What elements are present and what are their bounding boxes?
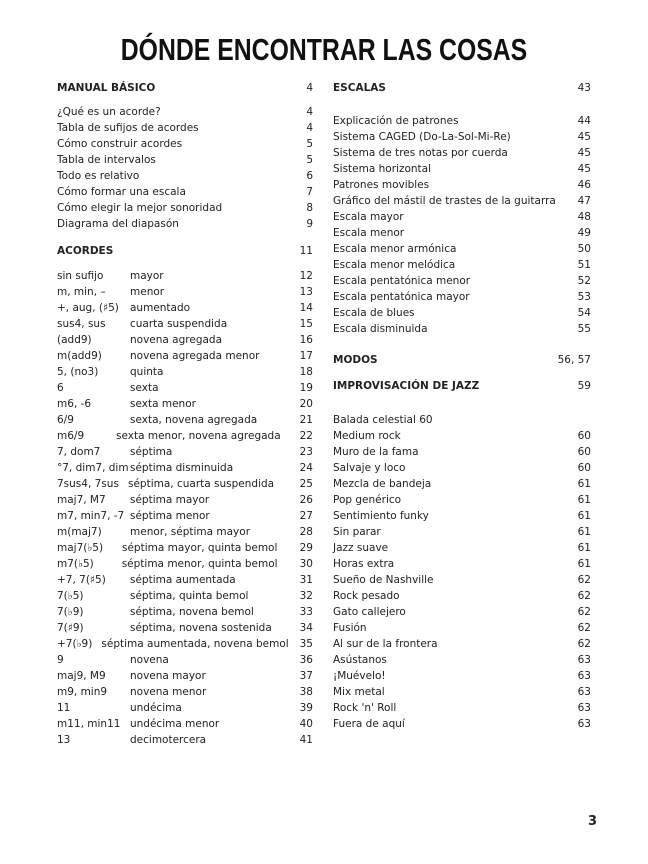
entry-page: 60 (577, 462, 591, 474)
entry-page: 17 (299, 350, 313, 362)
entry-label: Medium rock (333, 430, 401, 442)
chord-symbol: (add9) (57, 334, 92, 346)
toc-entry (333, 684, 591, 700)
entry-page: 6 (306, 170, 313, 182)
entry-label: Sistema de tres notas por cuerda (333, 147, 508, 159)
chord-symbol: m6, -6 (57, 398, 92, 410)
toc-entry (57, 380, 313, 396)
entry-label: undécima (130, 702, 182, 714)
entry-page: 41 (299, 734, 313, 746)
chord-symbol: 6/9 (57, 414, 74, 426)
entry-page: 35 (299, 638, 313, 650)
toc-entry (57, 168, 313, 184)
entry-page: 50 (577, 243, 591, 255)
entry-label: novena agregada menor (130, 350, 260, 362)
entry-label: Escala disminuida (333, 323, 428, 335)
chord-symbol: +, aug, (♯5) (57, 302, 119, 314)
toc-entry (333, 257, 591, 273)
entry-page: 31 (299, 574, 313, 586)
entry-label: Pop genérico (333, 494, 402, 506)
entry-page: 14 (299, 302, 313, 314)
entry-label: novena mayor (130, 670, 206, 682)
entry-label: séptima menor (130, 510, 210, 522)
toc-entry (333, 428, 591, 444)
toc-entry (57, 200, 313, 216)
toc-entry (333, 177, 591, 193)
entry-label: séptima mayor (130, 494, 210, 506)
toc-entry (333, 588, 591, 604)
chord-symbol: +7(♭9) (57, 638, 93, 650)
entry-label: séptima mayor, quinta bemol (121, 542, 278, 554)
toc-entry (57, 364, 313, 380)
entry-label: Mix metal (333, 686, 385, 698)
section-heading-page: 11 (299, 245, 313, 257)
entry-page: 46 (577, 179, 591, 191)
entry-page: 61 (577, 558, 591, 570)
toc-entry (57, 732, 313, 748)
entry-label: Explicación de patrones (333, 115, 459, 127)
section-heading-page: 4 (306, 82, 313, 94)
entry-page: 61 (577, 478, 591, 490)
toc-entry (57, 572, 313, 588)
toc-entry (333, 476, 591, 492)
toc-entry (57, 284, 313, 300)
entry-page: 63 (577, 686, 591, 698)
entry-page: 5 (306, 154, 313, 166)
entry-label: Sistema horizontal (333, 163, 432, 175)
entry-label: Escala de blues (333, 307, 415, 319)
toc-entry (57, 508, 313, 524)
entry-label: Escala pentatónica menor (333, 275, 471, 287)
entry-page: 24 (299, 462, 313, 474)
entry-label: novena menor (130, 686, 207, 698)
toc-entry (57, 332, 313, 348)
entry-label: Escala menor melódica (333, 259, 456, 271)
entry-label: Sueño de Nashville (333, 574, 434, 586)
chord-symbol: maj9, M9 (57, 670, 106, 682)
entry-label: decimotercera (130, 734, 207, 746)
entry-page: 62 (577, 638, 591, 650)
entry-label: Cómo elegir la mejor sonoridad (57, 202, 223, 214)
toc-entry (57, 636, 313, 652)
chord-symbol: m6/9 (57, 430, 85, 442)
entry-page: 60 (577, 446, 591, 458)
entry-page: 38 (299, 686, 313, 698)
entry-page: 27 (299, 510, 313, 522)
toc-entry (333, 524, 591, 540)
entry-label: Gato callejero (333, 606, 406, 618)
entry-page: 62 (577, 574, 591, 586)
entry-label: Tabla de sufijos de acordes (57, 122, 199, 134)
entry-page: 51 (577, 259, 591, 271)
entry-page: 61 (577, 494, 591, 506)
entry-page: 62 (577, 606, 591, 618)
toc-entry (57, 444, 313, 460)
entry-page: 61 (577, 526, 591, 538)
chord-symbol: sus4, sus (57, 318, 106, 330)
entry-page: 63 (577, 670, 591, 682)
toc-entry (333, 572, 591, 588)
entry-page: 34 (299, 622, 313, 634)
toc-entry (57, 268, 313, 284)
entry-label: Jazz suave (333, 542, 389, 554)
toc-entry (57, 136, 313, 152)
entry-page: 45 (577, 147, 591, 159)
entry-label: Rock pesado (333, 590, 400, 602)
toc-entry (333, 113, 591, 129)
entry-label: séptima menor, quinta bemol (121, 558, 278, 570)
chord-symbol: 7(♭9) (57, 606, 84, 618)
entry-label: sexta (130, 382, 159, 394)
toc-entry (333, 273, 591, 289)
toc-entry (57, 588, 313, 604)
entry-page: 61 (577, 510, 591, 522)
entry-label: Muro de la fama (333, 446, 419, 458)
entry-page: 30 (299, 558, 313, 570)
entry-label: mayor (130, 270, 164, 282)
entry-label: Escala menor (333, 227, 405, 239)
section-heading-page: 56, 57 (557, 354, 591, 366)
toc-entry (57, 604, 313, 620)
entry-page: 21 (299, 414, 313, 426)
toc-entry (333, 209, 591, 225)
chord-symbol: 13 (57, 734, 71, 746)
entry-page: 55 (577, 323, 591, 335)
toc-entry (333, 492, 591, 508)
chord-symbol: 7, dom7 (57, 446, 101, 458)
entry-page: 20 (299, 398, 313, 410)
entry-label: Escala menor armónica (333, 243, 457, 255)
chord-symbol: m, min, – (57, 286, 106, 298)
toc-entry (57, 428, 313, 444)
entry-label: menor, séptima mayor (130, 526, 251, 538)
entry-page: 62 (577, 590, 591, 602)
toc-entry (57, 716, 313, 732)
chord-symbol: m7, min7, -7 (57, 510, 125, 522)
entry-label: menor (130, 286, 165, 298)
entry-page: 22 (299, 430, 313, 442)
entry-label: Balada celestial 60 (333, 414, 433, 426)
entry-page: 40 (299, 718, 313, 730)
entry-label: Horas extra (333, 558, 395, 570)
entry-page: 39 (299, 702, 313, 714)
chord-symbol: m(maj7) (57, 526, 102, 538)
entry-label: séptima, cuarta suspendida (128, 478, 275, 490)
chord-symbol: maj7, M7 (57, 494, 106, 506)
toc-entry (333, 652, 591, 668)
entry-page: 60 (577, 430, 591, 442)
entry-page (551, 412, 591, 428)
chord-symbol: 6 (57, 382, 64, 394)
entry-page: 4 (306, 122, 313, 134)
entry-page: 48 (577, 211, 591, 223)
chord-symbol: 11 (57, 702, 71, 714)
entry-page: 44 (577, 115, 591, 127)
entry-label: Tabla de intervalos (57, 154, 156, 166)
toc-entry (333, 604, 591, 620)
entry-page: 53 (577, 291, 591, 303)
entry-label: Salvaje y loco (333, 462, 406, 474)
toc-entry (57, 540, 313, 556)
section-heading-acordes (57, 245, 313, 257)
section-heading-manual (57, 82, 313, 94)
entry-label: séptima aumentada (130, 574, 236, 586)
toc-entry (57, 412, 313, 428)
toc-entry (333, 305, 591, 321)
toc-entry (57, 152, 313, 168)
entry-page: 15 (299, 318, 313, 330)
entry-label: Cómo construir acordes (57, 138, 183, 150)
entry-label: aumentado (130, 302, 191, 314)
section-heading-modos (333, 354, 591, 366)
section-heading-page: 43 (577, 82, 591, 94)
section-heading-label: MANUAL BÁSICO (57, 82, 156, 94)
chord-symbol: m11, min11 (57, 718, 121, 730)
entry-label: Patrones movibles (333, 179, 430, 191)
entry-page: 63 (577, 718, 591, 730)
entry-page: 25 (299, 478, 313, 490)
entry-label: Mezcla de bandeja (333, 478, 432, 490)
section-heading-label: IMPROVISACIÓN DE JAZZ (333, 380, 480, 392)
chord-symbol: 7sus4, 7sus (57, 478, 119, 490)
entry-label: Escala pentatónica mayor (333, 291, 470, 303)
toc-entry (57, 652, 313, 668)
toc-entry (57, 348, 313, 364)
entry-label: sexta menor (130, 398, 196, 410)
toc-entry (333, 129, 591, 145)
entry-label: Sentimiento funky (333, 510, 429, 522)
entry-label: séptima (130, 446, 173, 458)
toc-entry (57, 104, 313, 120)
entry-label: Al sur de la frontera (333, 638, 438, 650)
entry-label: Rock 'n' Roll (333, 702, 397, 714)
entry-page: 32 (299, 590, 313, 602)
entry-page: 23 (299, 446, 313, 458)
entry-page: 45 (577, 163, 591, 175)
toc-entry (57, 684, 313, 700)
entry-page: 12 (299, 270, 313, 282)
entry-label: Sistema CAGED (Do-La-Sol-Mi-Re) (333, 131, 511, 143)
toc-entry (57, 120, 313, 136)
section-heading-label: ACORDES (57, 245, 114, 257)
entry-label: Gráfico del mástil de trastes de la guitarra (333, 195, 556, 207)
entry-label: Cómo formar una escala (57, 186, 186, 198)
toc-entry (57, 316, 313, 332)
section-heading-escalas (333, 82, 591, 94)
entry-label: Fusión (333, 622, 367, 634)
toc-entry (333, 540, 591, 556)
entry-page: 49 (577, 227, 591, 239)
entry-page: 36 (299, 654, 313, 666)
entry-label: Escala mayor (333, 211, 404, 223)
toc-entry (333, 241, 591, 257)
toc-entry (57, 700, 313, 716)
entry-page: 7 (306, 186, 313, 198)
toc-entry (333, 716, 591, 732)
toc-entry (333, 700, 591, 716)
toc-entry (57, 300, 313, 316)
entry-page: 37 (299, 670, 313, 682)
entry-label: séptima aumentada, novena bemol (101, 638, 289, 650)
entry-label: Todo es relativo (57, 170, 140, 182)
entry-page: 28 (299, 526, 313, 538)
entry-label: Diagrama del diapasón (57, 218, 179, 230)
toc-entry (57, 460, 313, 476)
entry-page: 5 (306, 138, 313, 150)
toc-entry (333, 193, 591, 209)
toc-entry (333, 460, 591, 476)
entry-label: cuarta suspendida (130, 318, 228, 330)
entry-page: 16 (299, 334, 313, 346)
chord-symbol: 5, (no3) (57, 366, 99, 378)
entry-label: séptima, novena bemol (130, 606, 254, 618)
toc-entry (333, 225, 591, 241)
chord-symbol: 7(♭5) (57, 590, 84, 602)
entry-label: ¡Muévelo! (333, 670, 386, 682)
entry-label: sexta menor, novena agregada (116, 430, 281, 442)
entry-label: novena agregada (130, 334, 223, 346)
entry-page: 26 (299, 494, 313, 506)
entry-page: 8 (306, 202, 313, 214)
chord-symbol: 7(♯9) (57, 622, 84, 634)
entry-page: 19 (299, 382, 313, 394)
section-heading-jazz (333, 380, 591, 392)
entry-label: séptima, quinta bemol (130, 590, 249, 602)
chord-symbol: m9, min9 (57, 686, 108, 698)
chord-symbol: m(add9) (57, 350, 102, 362)
chord-symbol: °7, dim7, dim (57, 462, 129, 474)
section-heading-label: ESCALAS (333, 82, 386, 94)
entry-page: 52 (577, 275, 591, 287)
toc-entry (57, 184, 313, 200)
toc-entry (333, 620, 591, 636)
entry-page: 18 (299, 366, 313, 378)
entry-page: 54 (577, 307, 591, 319)
section-heading-page: 59 (577, 380, 591, 392)
entry-label: quinta (130, 366, 164, 378)
entry-label: sexta, novena agregada (130, 414, 258, 426)
chord-symbol: 9 (57, 654, 64, 666)
entry-page: 61 (577, 542, 591, 554)
toc-entry (57, 492, 313, 508)
chord-symbol: sin sufijo (57, 270, 104, 282)
toc-entry (333, 556, 591, 572)
entry-page: 29 (299, 542, 313, 554)
entry-label: novena (130, 654, 169, 666)
page-title: DÓNDE ENCONTRAR LAS COSAS (120, 32, 528, 67)
entry-label: undécima menor (130, 718, 220, 730)
toc-entry (333, 289, 591, 305)
chord-symbol: maj7(♭5) (57, 542, 104, 554)
section-heading-label: MODOS (333, 354, 378, 366)
entry-page: 33 (299, 606, 313, 618)
toc-entry (333, 321, 591, 337)
toc-entry (57, 396, 313, 412)
toc-entry (333, 636, 591, 652)
entry-page: 62 (577, 622, 591, 634)
chord-symbol: m7(♭5) (57, 558, 94, 570)
toc-entry (333, 444, 591, 460)
toc-entry (57, 476, 313, 492)
entry-label: ¿Qué es un acorde? (57, 106, 161, 118)
entry-page: 63 (577, 702, 591, 714)
entry-label: séptima, novena sostenida (130, 622, 272, 634)
toc-entry (57, 668, 313, 684)
toc-entry (57, 620, 313, 636)
entry-page: 63 (577, 654, 591, 666)
chord-symbol: +7, 7(♯5) (57, 574, 106, 586)
toc-entry (333, 668, 591, 684)
entry-page: 45 (577, 131, 591, 143)
toc-entry (57, 556, 313, 572)
toc-entry (57, 524, 313, 540)
toc-entry (333, 145, 591, 161)
entry-label: séptima disminuida (130, 462, 234, 474)
entry-page: 13 (299, 286, 313, 298)
entry-page: 9 (306, 218, 313, 230)
page-number: 3 (588, 814, 598, 829)
entry-label: Asústanos (333, 654, 387, 666)
toc-entry (333, 508, 591, 524)
toc-entry (333, 412, 591, 428)
entry-label: Fuera de aquí (333, 718, 405, 730)
entry-page: 4 (306, 106, 313, 118)
toc-entry (333, 161, 591, 177)
toc-entry (57, 216, 313, 232)
entry-page: 47 (577, 195, 591, 207)
entry-label: Sin parar (333, 526, 381, 538)
